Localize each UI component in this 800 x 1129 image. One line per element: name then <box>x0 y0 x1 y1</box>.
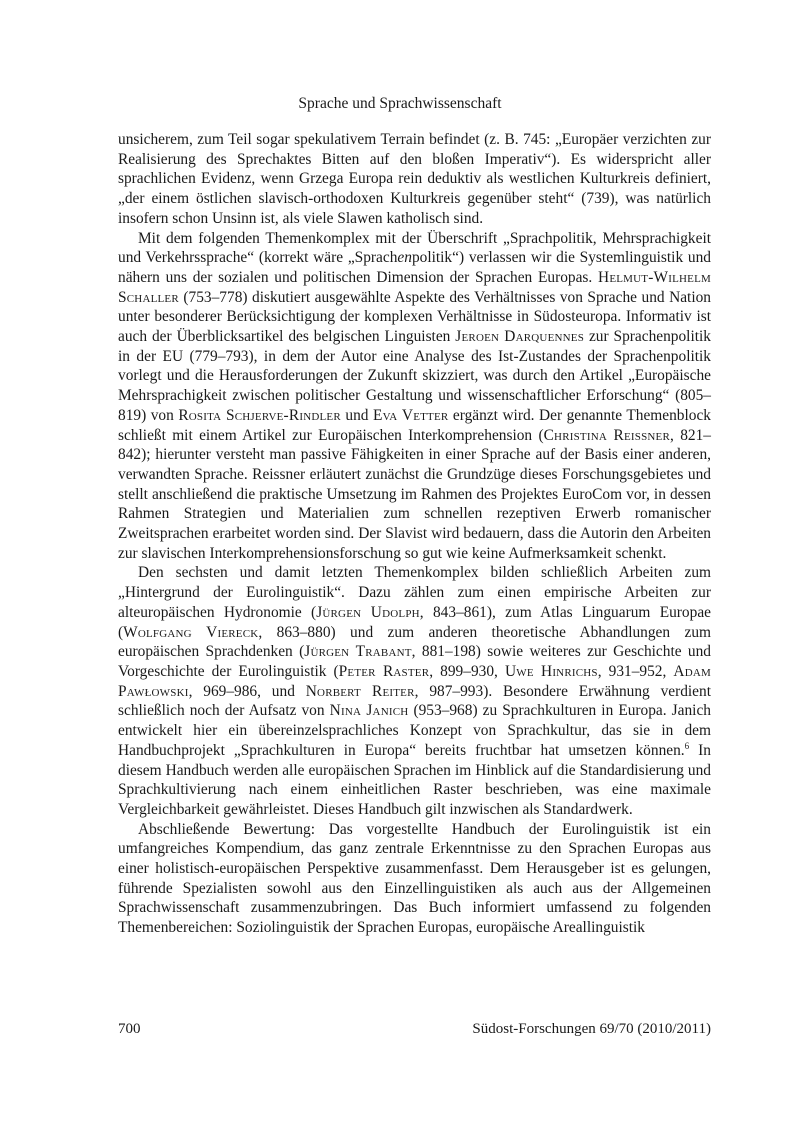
body-text <box>118 130 711 938</box>
author-name: Norbert Reiter <box>305 682 415 700</box>
paragraph <box>118 563 711 819</box>
author-name: Nina Janich <box>329 702 409 720</box>
text-run: , 863–880) und zum anderen theoretische Abhandlungen zum europäischen Sprachdenken ( <box>118 623 711 661</box>
text-run: und <box>340 406 373 424</box>
page-number: 700 <box>118 1021 141 1037</box>
text-run: Mit dem folgenden Themenkomplex mit der Überschrift „Sprachpolitik, Mehrsprachigkeit und Verkehrssprache“ (korrekt wäre „Sprach <box>118 229 711 267</box>
text-run: , 987–993). Besondere Erwähnung verdient schließlich noch der Aufsatz von <box>118 682 711 720</box>
text-run: politik“) verlassen wir die Systemlinguistik und nähern uns der sozialen und politischen Dimension der Sprachen Europas. <box>118 249 711 286</box>
emphasis-text: en <box>397 249 412 267</box>
author-name: Adam Pawłowski <box>118 662 711 700</box>
text-run: , 899–930, <box>429 662 505 680</box>
text-run: Den sechsten und damit letzten Themenkomplex bilden schließlich Arbeiten zum „Hintergrund der Eurolinguistik“. Dazu zählen zum einen empirische Arbeiten zur alteuropäischen Hydronomie ( <box>118 564 711 621</box>
text-run: Abschließende Bewertung: Das vorgestellte Handbuch der Eurolinguistik ist ein umfangreiches Kompendium, das ganz zentrale Erkenntnisse zu den Sprachen Europas aus einer holistisch-europäischen Perspektive zusammenfasst. Dem Herausgeber ist es gelungen, führende Spezialisten sowohl aus den Einzellinguistiken als auch aus der Allgemeinen Sprachwissenschaft zusammenzubringen. Das Buch informiert umfassend zu folgenden Themenbereichen: Soziolinguistik der Sprachen Europas, europäische Areallinguistik <box>118 820 711 937</box>
text-run: , 821–842); hierunter versteht man passive Fähigkeiten in einer Sprache auf der Basis einer anderen, verwandten Sprache. Reissner erläutert zunächst die Grundzüge dieses Forschungsgebietes und stellt anschließend die praktische Umsetzung im Rahmen des Projektes EuroCom vor, in dessen Rahmen Strategien und Materialien zum schnellen rezeptiven Erwerb romanischer Zweitsprachen erarbeitet worden sind. Der Slavist wird bedauern, dass die Autorin den Arbeiten zur slavischen Interkomprehensionsforschung so gut wie keine Aufmerksamkeit schenkt. <box>118 426 711 562</box>
footnote-reference: 6 <box>684 740 690 751</box>
text-run: unsicherem, zum Teil sogar spekulativem Terrain befindet (z. B. 745: „Europäer verzichten zur Realisierung des Sprechaktes Bitten auf den bloßen Imperativ“). Es widerspricht aller sprachlichen Evidenz, wenn Grzega Europa rein deduktiv als westlichen Kulturkreis definiert, „der einem östlichen slavisch-orthodoxen Kulturkreis gegenüber steht“ (739), was natürlich insofern schon Unsinn ist, als viele Slawen katholisch sind. <box>118 131 711 227</box>
author-name: Jeroen Darquennes <box>455 328 585 346</box>
paragraph <box>118 820 711 938</box>
text-run: , 931–952, <box>597 662 674 680</box>
journal-citation: Südost-Forschungen 69/70 (2010/2011) <box>472 1021 711 1037</box>
author-name: Uwe Hinrichs <box>504 662 598 680</box>
text-run: , 881–198) sowie weiteres zur Geschichte und Vorgeschichte der Eurolinguistik ( <box>118 643 712 680</box>
text-run: zur Sprachenpolitik in der EU (779–793), in dem der Autor eine Analyse des Ist-Zustandes der Sprachenpolitik vorlegt und die Herausforderungen der Zukunft skizziert, was durch den Artikel „Europäische Mehrsprachigkeit zwischen politischer Gestaltung und wissenschaftlicher Erforschung“ (805–819) von <box>118 328 711 424</box>
text-run: , 843–861), zum Atlas Linguarum Europae ( <box>118 603 711 641</box>
text-run: ergänzt wird. Der genannte Themenblock schließt mit einem Artikel zur Europäischen Interkomprehension ( <box>118 406 711 444</box>
author-name: Jürgen Udolph <box>316 603 420 621</box>
paragraph <box>118 229 711 564</box>
text-run: (753–778) diskutiert ausgewählte Aspekte des Verhältnisses von Sprache und Nation unter besonderer Berücksichtigung der komplexen Verhältnisse in Südosteuropa. Informativ ist auch der Überblicksartikel des belgischen Linguisten <box>118 288 711 346</box>
author-name: Rosita Schjerve-Rindler <box>178 406 341 424</box>
author-name: Wolfgang Viereck <box>123 623 259 641</box>
author-name: Christina Reissner <box>543 426 671 444</box>
author-name: Peter Raster <box>338 662 430 680</box>
author-name: Jürgen Trabant <box>304 643 412 661</box>
text-run: , 969–986, und <box>188 682 306 700</box>
running-title: Sprache und Sprachwissenschaft <box>298 95 502 112</box>
author-name: Eva Vetter <box>372 406 449 424</box>
text-run: (953–968) zu Sprachkulturen in Europa. Janich entwickelt hier ein übereinzelsprachliches Konzept von Sprachkultur, das sie in dem Handbuchprojekt „Sprachkulturen in Europa“ bereits fruchtbar hat umsetzen können. <box>118 702 711 759</box>
author-name: Helmut-Wilhelm Schaller <box>118 268 711 306</box>
text-run: In diesem Handbuch werden alle europäischen Sprachen im Hinblick auf die Standardisierung und Sprachkultivierung nach einem einheitlichen Raster beschrieben, was eine maximale Vergleichbarkeit gewährleistet. Dieses Handbuch gilt inzwischen als Standardwerk. <box>118 741 711 818</box>
paragraph <box>118 130 711 229</box>
